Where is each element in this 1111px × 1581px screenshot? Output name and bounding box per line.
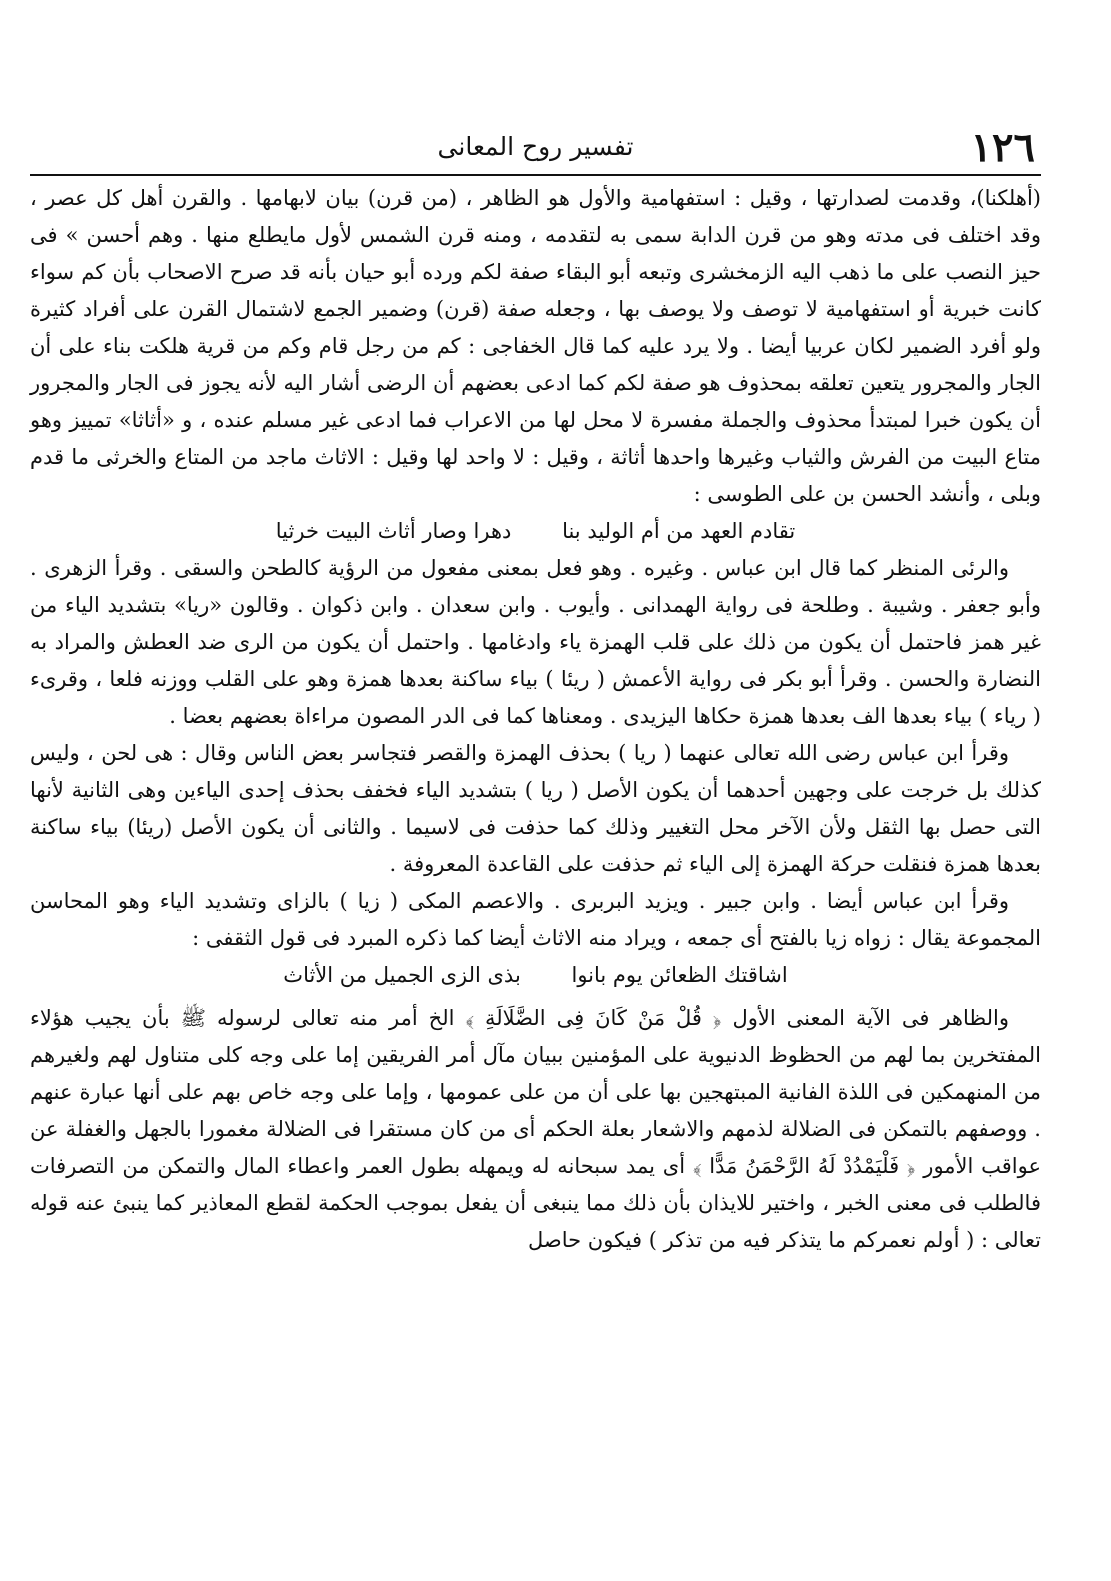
verse-2 (30, 957, 1041, 994)
paragraph-1: (أهلكنا)، وقدمت لصدارتها ، وقيل : استفهامية والأول هو الظاهر ، (من قرن) بيان لابهامها . والقرن أهل كل عصر ، وقد اختلف فى مدته وهو من قرن الدابة سمى به لتقدمه ، ومنه قرن الشمس لأول مايطلع منها . وهم أحسن » فى حيز النصب على ما ذهب اليه الزمخشرى وتبعه أبو البقاء صفة لكم ورده أبو حيان بأنه قد صرح الاصحاب بأن كم سواء كانت خبرية أو استفهامية لا توصف ولا يوصف بها ، وجعله صفة (قرن) وضمير الجمع لاشتمال القرن على أفراد كثيرة ولو أفرد الضمير لكان عربيا أيضا . ولا يرد عليه كما قال الخفاجى : كم من رجل قام وكم من قرية هلكت بناء على أن الجار والمجرور يتعين تعلقه بمحذوف هو صفة لكم كما ادعى بعضهم أن الرضى أشار اليه لأنه يجوز فى الجار والمجرور أن يكون خبرا لمبتدأ محذوف والجملة مفسرة لا محل لها من الاعراب فما ادعى غير مسلم عنده ، و «أثاثا» تمييز وهو متاع البيت من الفرش والثياب وغيرها واحدها أثاثة ، وقيل : لا واحد لها وقيل : الاثاث ماجد من المتاع والخرثى ما قدم وبلى ، وأنشد الحسن بن على الطوسى : (30, 186, 1041, 506)
page-number: ١٢٦ (970, 124, 1035, 171)
running-title: تفسير روح المعانى (437, 132, 634, 161)
verse-2-first-hemistich: اشاقتك الظعائن يوم بانوا (571, 963, 788, 987)
paragraph-4: وقرأ ابن عباس أيضا . وابن جبير . ويزيد البربرى . والاعصم المكى ( زيا ) بالزاى وتشديد الياء وهو المحاسن المجموعة يقال : زواه زيا بالفتح أى جمعه ، ويراد منه الاثاث أيضا كما ذكره المبرد فى قول الثقفى : (30, 889, 1041, 950)
paragraph-3: وقرأ ابن عباس رضى الله تعالى عنهما ( ريا ) بحذف الهمزة والقصر فتجاسر بعض الناس وقال : هى لحن ، وليس كذلك بل خرجت على وجهين أحدهما أن يكون الأصل ( ريا ) بتشديد الياء فخفف بحذف إحدى الياءين وهى الثانية لأنها التى حصل بها الثقل ولأن الآخر محل التغيير وذلك كما حذفت فى لاسيما . والثانى أن يكون الأصل (ريئا) بياء ساكنة بعدها همزة فنقلت حركة الهمزة إلى الياء ثم حذفت على القاعدة المعروفة . (30, 741, 1041, 876)
page-header (30, 118, 1041, 176)
page-body (30, 180, 1041, 1541)
verse-2-second-hemistich: بذى الزى الجميل من الأثاث (283, 963, 521, 987)
verse-1 (30, 513, 1041, 550)
paragraph-5: والظاهر فى الآية المعنى الأول ﴿ قُلْ مَنْ كَانَ فِى الضَّلَالَةِ ﴾ الخ أمر منه تعالى لرسوله ﷺ بأن يجيب هؤلاء المفتخرين بما لهم من الحظوظ الدنيوية على المؤمنين ببيان مآل أمر الفريقين إما على وجه كلى متناول لهم ولغيرهم من المنهمكين فى اللذة الفانية المبتهجين بها على أن من على عمومها ، وإما على وجه خاص بهم على أنها عبارة عنهم . ووصفهم بالتمكن فى الضلالة لذمهم والاشعار بعلة الحكم أى من كان مستقرا فى الضلالة مغمورا بالجهل والغفلة عن عواقب الأمور ﴿ فَلْيَمْدُدْ لَهُ الرَّحْمَنُ مَدًّا ﴾ أى يمد سبحانه له ويمهله بطول العمر واعطاء المال والتمكن من التصرفات فالطلب فى معنى الخبر ، واختير للايذان بأن ذلك مما ينبغى أن يفعل بموجب الحكمة لقطع المعاذير كما ينبئ عنه قوله تعالى : ( أولم نعمركم ما يتذكر فيه من تذكر ) فيكون حاصل (30, 1006, 1041, 1252)
paragraph-2: والرئى المنظر كما قال ابن عباس . وغيره . وهو فعل بمعنى مفعول من الرؤية كالطحن والسقى . وقرأ الزهرى . وأبو جعفر . وشيبة . وطلحة فى رواية الهمدانى . وأيوب . وابن سعدان . وابن ذكوان . وقالون «ريا» بتشديد الياء من غير همز فاحتمل أن يكون من ذلك على قلب الهمزة ياء وادغامها . واحتمل أن يكون من الرى ضد العطش والمراد به النضارة والحسن . وقرأ أبو بكر فى رواية الأعمش ( ريئا ) بياء ساكنة بعدها همزة وهو على القلب ووزنه فلعا ، وقرىء ( رياء ) بياء بعدها الف بعدها همزة حكاها اليزيدى . ومعناها كما فى الدر المصون مراءاة بعضهم بعضا . (30, 556, 1041, 728)
verse-1-second-hemistich: دهرا وصار أثاث البيت خرثيا (275, 519, 512, 543)
verse-1-first-hemistich: تقادم العهد من أم الوليد بنا (562, 519, 796, 543)
